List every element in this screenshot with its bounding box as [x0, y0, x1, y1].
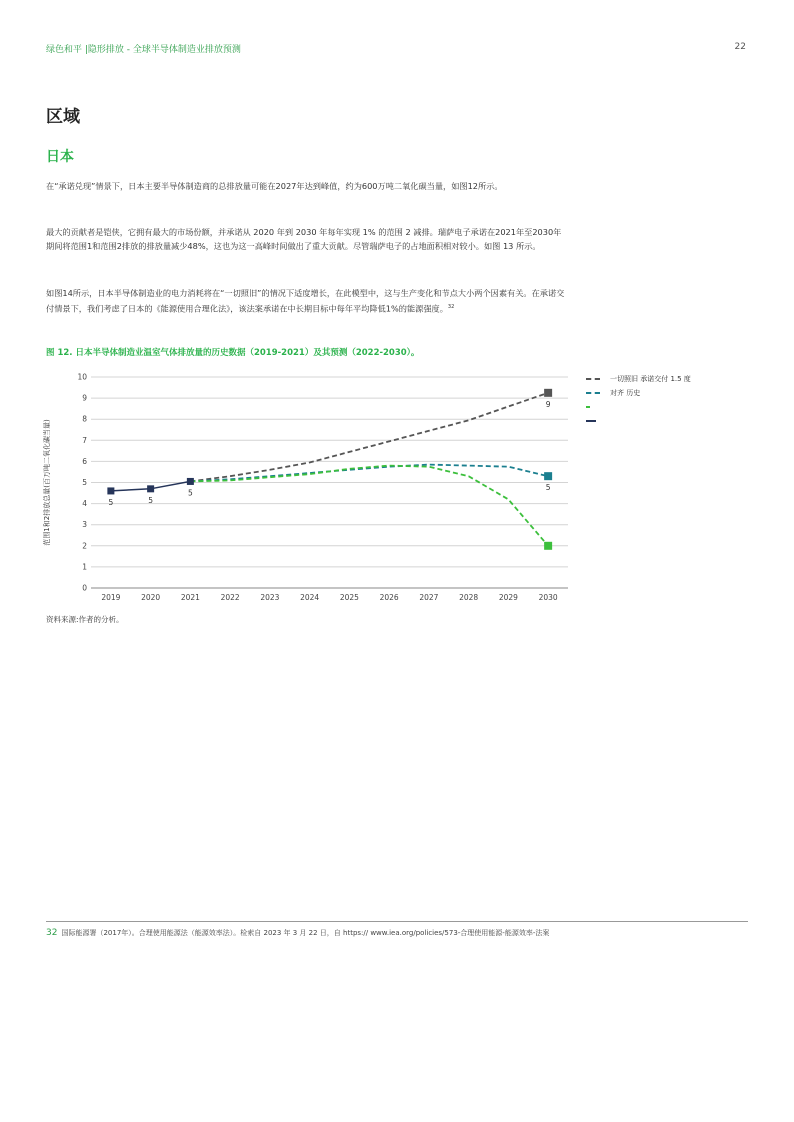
emissions-chart: [40, 365, 580, 610]
figure-title: 图 12. 日本半导体制造业温室气体排放量的历史数据（2019-2021）及其预测（2022-2030）。: [46, 348, 420, 358]
y-tick-label: 10: [77, 372, 87, 382]
series-end-marker-2: [544, 472, 552, 480]
footnote-divider: [46, 921, 748, 922]
y-tick-label: 8: [82, 414, 87, 424]
y-tick-label: 7: [82, 435, 87, 445]
series-line-3: [187, 466, 548, 546]
legend-swatch-4: [586, 420, 596, 422]
y-tick-label: 1: [82, 562, 87, 572]
y-tick-label: 9: [82, 393, 87, 403]
x-tick-label: 2022: [220, 593, 240, 602]
paragraph-1: 在“承诺兑现”情景下，日本主要半导体制造商的总排放量可能在2027年达到峰值，约为600万吨二氧化碳当量，如图12所示。: [46, 181, 503, 191]
footnote-ref[interactable]: 32: [447, 303, 455, 310]
history-point: [147, 485, 154, 492]
series-end-marker-3: [544, 542, 552, 550]
x-tick-label: 2026: [379, 593, 399, 602]
legend-label-2: 对齐 历史: [610, 389, 641, 397]
x-tick-label: 2019: [101, 593, 121, 602]
series-end-label-1: 9: [545, 399, 551, 409]
legend-item-4: [586, 414, 691, 428]
x-tick-label: 2027: [419, 593, 439, 602]
source-note: 资料来源:作者的分析。: [46, 615, 124, 624]
x-tick-label: 2023: [260, 593, 280, 602]
footnote-number: 32: [46, 928, 58, 938]
y-tick-label: 0: [82, 583, 87, 593]
x-tick-label: 2024: [300, 593, 320, 602]
legend-item-3: [586, 400, 691, 414]
footnote: [46, 928, 549, 938]
y-tick-label: 6: [82, 456, 87, 466]
section-title: 区域: [46, 107, 80, 127]
y-axis-label: 范围1和2排放总量(百万吨二氧化碳当量): [43, 419, 51, 546]
y-axis-ticks: [77, 373, 87, 593]
y-tick-label: 3: [82, 520, 87, 530]
y-tick-label: 4: [82, 499, 87, 509]
legend-swatch-2: [586, 392, 600, 394]
history-point: [107, 487, 114, 494]
subsection-title: 日本: [46, 149, 74, 165]
legend-swatch-1: [586, 378, 600, 380]
paragraph-3: [46, 287, 566, 316]
x-tick-label: 2029: [498, 593, 518, 602]
paragraph-3-text: 如图14所示，日本半导体制造业的电力消耗将在“一切照旧”的情况下适度增长，在此模型中，这与生产变化和节点大小两个因素有关。在承诺交付情景下，我们考虑了日本的《能源使用合理化法》，该法案承诺在中长期目标中每年平均降低1%的能源强度。: [46, 288, 565, 314]
y-tick-label: 5: [82, 478, 87, 487]
series-end-marker-1: [544, 389, 552, 397]
running-title: 绿色和平 |隐形排放 - 全球半导体制造业排放预测: [46, 45, 241, 55]
paragraph-2: 最大的贡献者是铠侠，它拥有最大的市场份额，并承诺从 2020 年到 2030 年每年实现 1% 的范围 2 减排。瑞萨电子承诺在2021年至2030年期间将范围1和范围2排放的排放量减少48%，这也为这一高峰时间做出了重大贡献。尽管瑞萨电子的占地面积相对较小。如图 13 所示。: [46, 227, 562, 251]
footnote-text: 国际能源署（2017年）。合理使用能源法（能源效率法）。检索自 2023 年 3 月 22 日，自 https:// www.iea.org/policies/573-合理使用能源-能源效率-法案: [61, 929, 550, 937]
history-point-label: 5: [187, 488, 193, 498]
history-point-label: 5: [148, 495, 154, 505]
legend-item-1: [586, 372, 691, 386]
x-tick-label: 2020: [141, 593, 161, 602]
x-tick-label: 2028: [459, 593, 479, 602]
series-end-label-2: 5: [545, 483, 551, 493]
legend-swatch-3: [586, 406, 590, 408]
chart-legend: [586, 372, 691, 428]
history-point-label: 5: [108, 497, 114, 507]
x-tick-label: 2030: [538, 593, 558, 602]
chart-series: [107, 389, 552, 550]
chart-grid: [91, 377, 568, 588]
page-number: 22: [734, 42, 746, 52]
history-point: [187, 478, 194, 485]
legend-label-1: 一切照旧 承诺交付 1.5 度: [610, 375, 691, 383]
x-axis-ticks: [101, 593, 558, 602]
x-tick-label: 2021: [180, 593, 200, 602]
x-tick-label: 2025: [339, 593, 359, 602]
y-tick-label: 2: [82, 541, 87, 551]
legend-item-2: [586, 386, 691, 400]
